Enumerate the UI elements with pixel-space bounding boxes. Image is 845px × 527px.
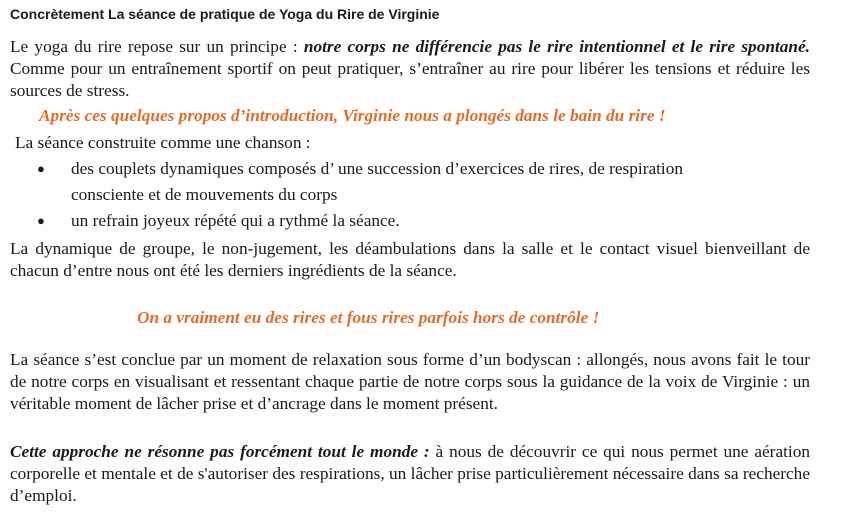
session-structure-list (34, 156, 814, 234)
closing-emphasis: Cette approche ne résonne pas forcément tout le monde : (10, 442, 430, 461)
list-item-line: un refrain joyeux répété qui a rythmé la séance. (71, 211, 400, 230)
closing-text: à nous de découvrir ce qui nous permet une aération corporelle et mentale et de s'autoriser des respirations, un lâcher prise particulièrement nécessaire dans sa recherche d’emploi. (10, 442, 810, 505)
list-item-line: consciente et de mouvements du corps (71, 185, 338, 204)
bullet-dot-icon: ● (37, 161, 45, 176)
callout-introduction: Après ces quelques propos d’introduction, Virginie nous a plongés dans le bain du rire ! (39, 106, 666, 125)
list-item (34, 208, 814, 234)
callout-laughter: On a vraiment eu des rires et fous rires parfois hors de contrôle ! (137, 308, 600, 327)
intro-text-1: Le yoga du rire repose sur un principe : (10, 37, 304, 56)
closing-paragraph (10, 441, 810, 507)
list-item (34, 156, 814, 208)
document-heading: Concrètement La séance de pratique de Yoga du Rire de Virginie (10, 6, 440, 22)
relaxation-paragraph: La séance s’est conclue par un moment de relaxation sous forme d’un bodyscan : allongés, nous avons fait le tour de notre corps en visualisant et ressentant chaque partie de notre corps sous la guidance de la voix de Virginie : un véritable moment de lâcher prise et d’ancrage dans le moment présent. (10, 350, 810, 413)
group-dynamics-paragraph: La dynamique de groupe, le non-jugement, les déambulations dans la salle et le contact visuel bienveillant de chacun d’entre nous ont été les derniers ingrédients de la séance. (10, 239, 810, 280)
intro-paragraph (10, 36, 810, 102)
intro-emphasis: notre corps ne différencie pas le rire intentionnel et le rire spontané. (303, 37, 810, 56)
session-intro: La séance construite comme une chanson : (15, 133, 311, 152)
list-item-line: des couplets dynamiques composés d’ une succession d’exercices de rires, de respiration (71, 159, 684, 178)
intro-text-2: Comme pour un entraînement sportif on peut pratiquer, s’entraîner au rire pour libérer les tensions et réduire les sources de stress. (10, 59, 810, 100)
bullet-dot-icon: ● (37, 213, 45, 228)
